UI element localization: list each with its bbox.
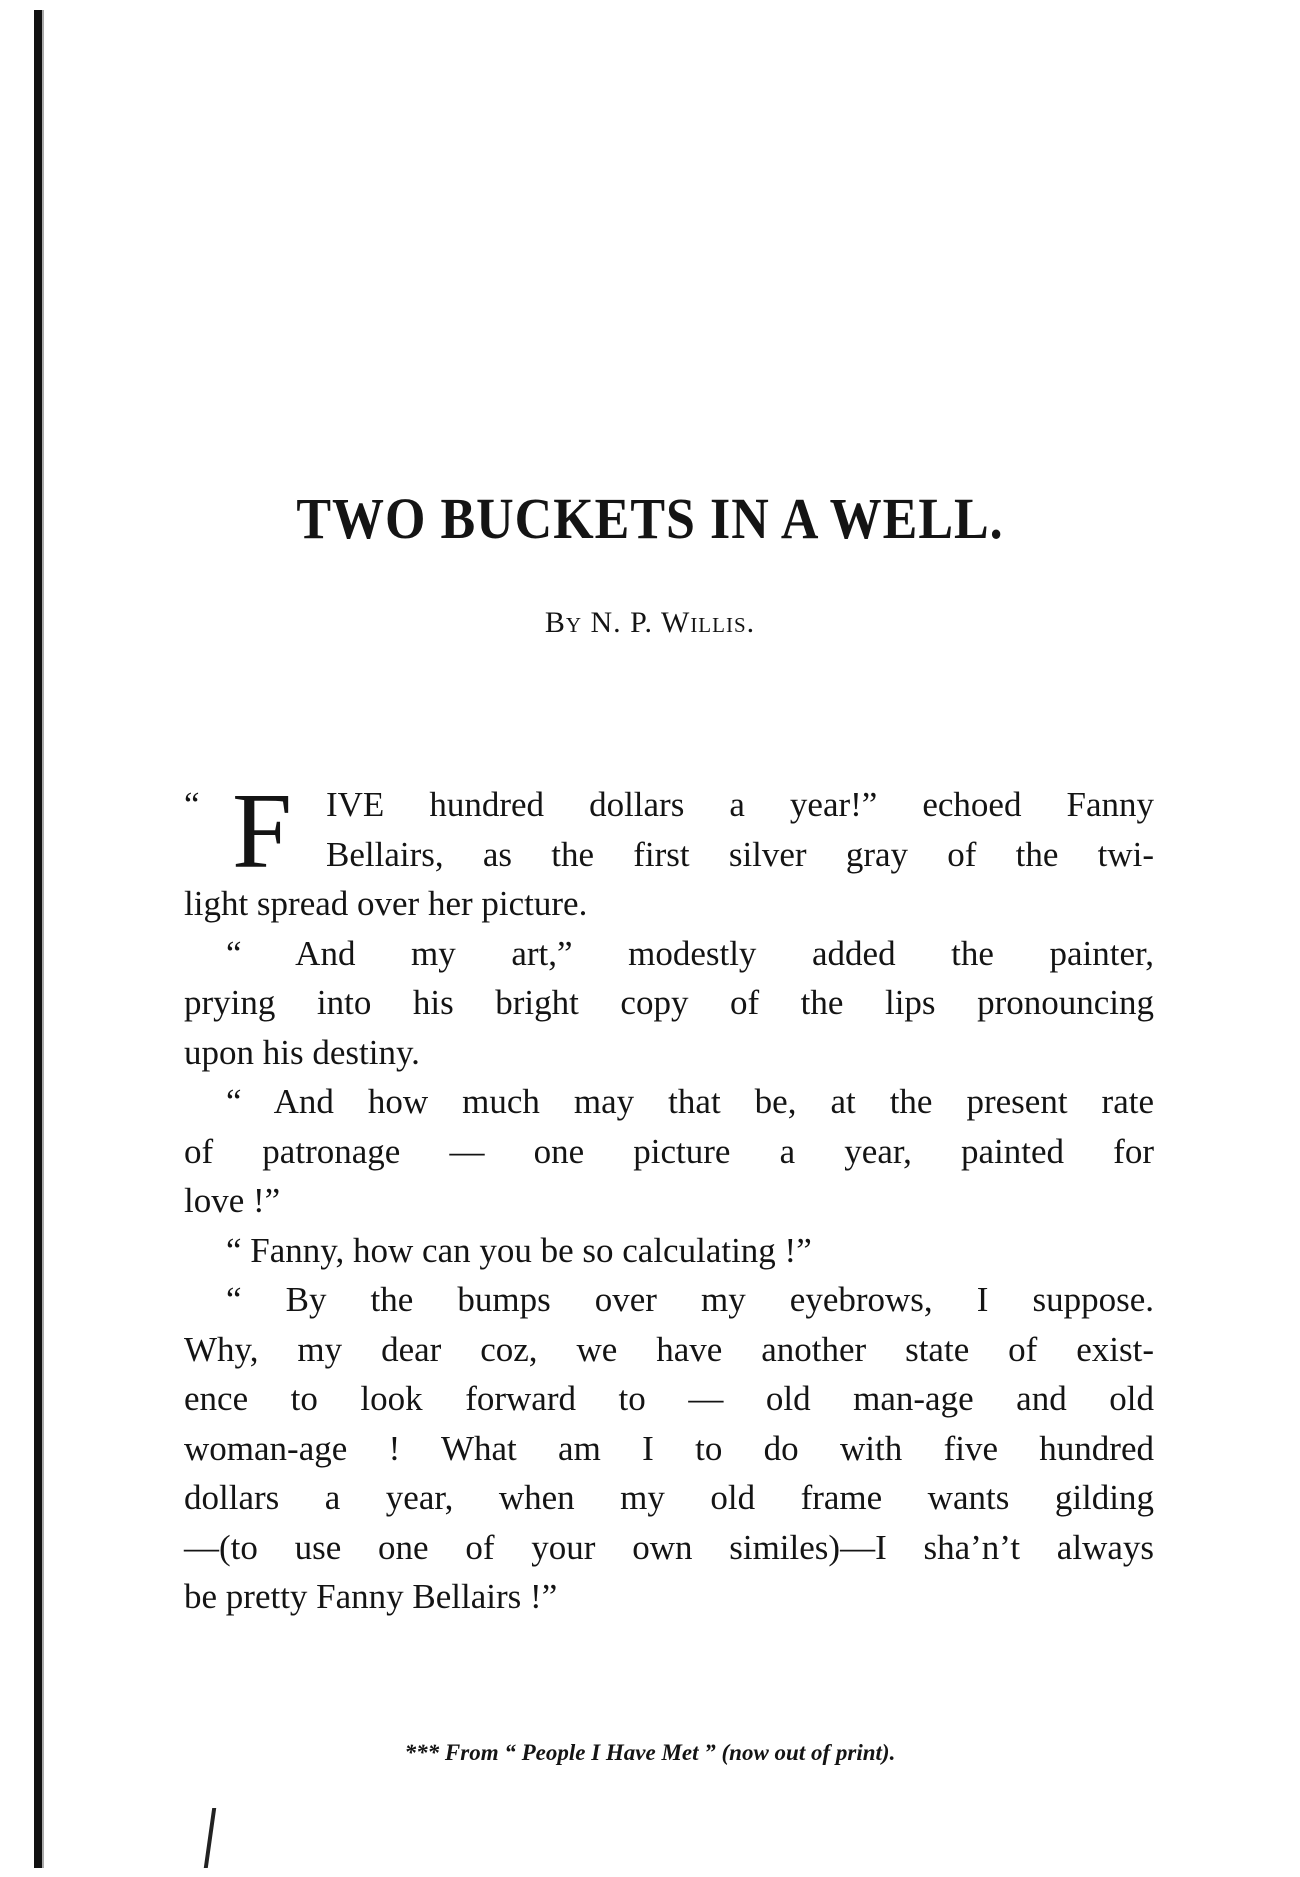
- text-line: dollars a year, when my old frame wants gilding: [184, 1478, 1154, 1517]
- opening-quote-mark: “: [184, 785, 200, 824]
- text-line: be pretty Fanny Bellairs !”: [184, 1577, 558, 1616]
- text-line: love !”: [184, 1181, 281, 1220]
- text-line: prying into his bright copy of the lips pronouncing: [184, 983, 1154, 1022]
- opening-line-text: IVE hundred dollars a year!” echoed Fanny: [326, 785, 1154, 824]
- text-line: “ And my art,” modestly added the painter,: [226, 933, 1154, 973]
- text-line: light spread over her picture.: [184, 884, 588, 923]
- story-title: TWO BUCKETS IN A WELL.: [296, 487, 1004, 552]
- text-line: woman-age ! What am I to do with five hundred: [184, 1428, 1154, 1468]
- text-line: “ Fanny, how can you be so calculating !”: [226, 1230, 812, 1270]
- text-line: ence to look forward to — old man-age and old: [184, 1379, 1154, 1418]
- ink-mark: [204, 1808, 216, 1868]
- story-text: [184, 772, 1154, 1622]
- text-line: —(to use one of your own similes)—I sha’n’t always: [184, 1527, 1154, 1567]
- source-footnote: *** From “ People I Have Met ” (now out of print).: [404, 1740, 896, 1765]
- text-line: of patronage — one picture a year, painted for: [184, 1131, 1154, 1171]
- text-line: Bellairs, as the first silver gray of the twi-: [326, 834, 1154, 874]
- author-byline: By N. P. Willis.: [544, 606, 756, 639]
- text-line: “ And how much may that be, at the present rate: [226, 1082, 1154, 1121]
- page-binding-edge: [34, 10, 42, 1868]
- drop-cap-letter: F: [232, 772, 293, 891]
- text-line: “ By the bumps over my eyebrows, I suppose.: [226, 1280, 1154, 1319]
- text-line: upon his destiny.: [184, 1032, 420, 1072]
- text-line: Why, my dear coz, we have another state of exist-: [184, 1329, 1154, 1369]
